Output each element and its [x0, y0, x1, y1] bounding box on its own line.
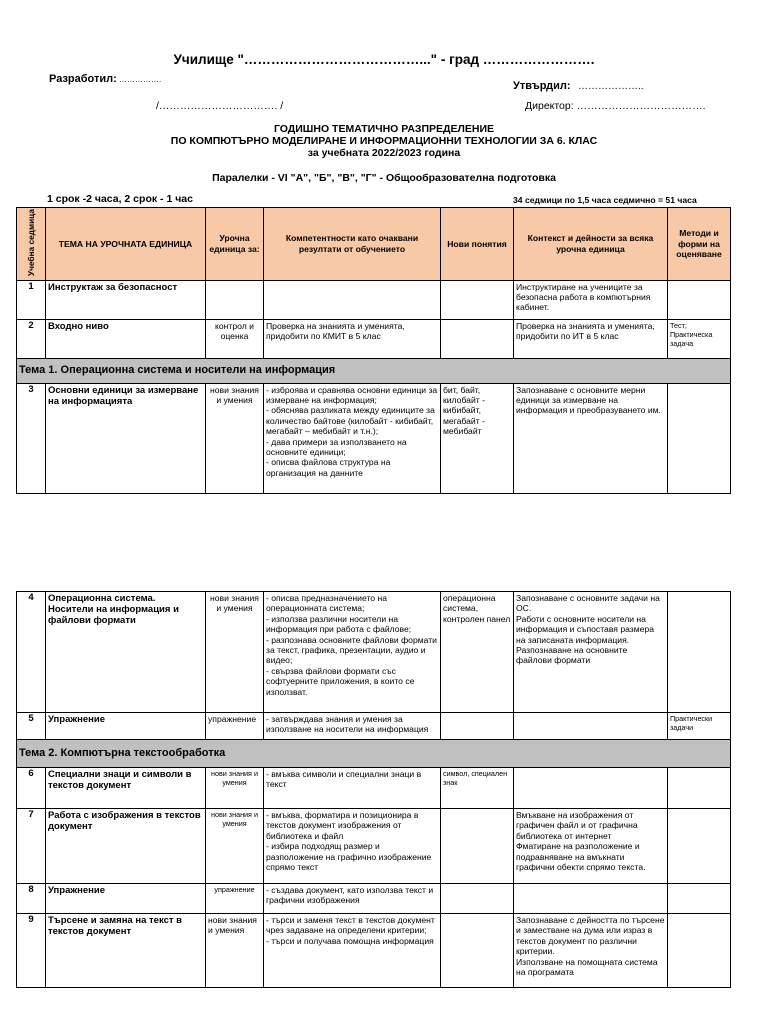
row-number: 5 [17, 713, 46, 740]
approved-label: Утвърдил: [513, 80, 571, 92]
row-title: Инструктаж за безопасност [46, 280, 206, 319]
row-evaluation: Тест; Практическа задача [668, 319, 731, 358]
classes-line: Паралелки - VI "А", "Б", "В", "Г" - Общообразователна подготовка [212, 172, 556, 184]
row-type: нови знания и умения [206, 914, 264, 988]
row-type: контрол и оценка [206, 319, 264, 358]
row-competences: - изброява и сравнява основни единици за измерване на информация; - обяснява разликата между единиците за количество байтове (килобайт - кибибайт, мегабайт – мебибайт и т.н.); - дава примери за използването на основните единици; - описва файлова структура на организация на данните [264, 383, 441, 493]
developer-value: ……………. [119, 75, 162, 84]
row-evaluation [668, 884, 731, 914]
row-number: 8 [17, 884, 46, 914]
table-row [17, 383, 731, 493]
row-context: Запознаване с основните мерни единици за измерване на информация и преобразуването им. [514, 383, 668, 493]
row-context [514, 713, 668, 740]
row-title: Входно ниво [46, 319, 206, 358]
row-context: Запознаване с основните задачи на ОС. Работи с основните носители на информация и съпоставя размера на записаната информация. Разпознаване на основните файлови формати [514, 592, 668, 713]
table-header-row [17, 208, 731, 281]
row-evaluation [668, 809, 731, 884]
row-type [206, 280, 264, 319]
row-number: 2 [17, 319, 46, 358]
weeks-line: 34 седмици по 1,5 часа седмично = 51 часа [513, 195, 697, 205]
table-row [17, 884, 731, 914]
row-terms: бит, байт, килобайт - кибибайт, мегабайт - мебибайт [441, 383, 514, 493]
row-title: Упражнение [46, 713, 206, 740]
document-subject: ПО КОМПЮТЪРНО МОДЕЛИРАНЕ И ИНФОРМАЦИОННИ ТЕХНОЛОГИИ ЗА 6. КЛАС [170, 135, 598, 147]
row-type: нови знания и умения [206, 768, 264, 809]
topic-title: Тема 2. Компютърна текстообработка [17, 740, 731, 768]
row-terms [441, 280, 514, 319]
row-evaluation [668, 768, 731, 809]
developer-signature-line: /……………………………. / [156, 100, 284, 112]
row-title: Специални знаци и символи в текстов документ [46, 768, 206, 809]
table-row [17, 914, 731, 988]
row-context [514, 884, 668, 914]
row-competences: - създава документ, като използва текст и графични изображения [264, 884, 441, 914]
school-line: Училище "…………………………………..." - град ……………………. [173, 52, 595, 67]
schedule-table-part-1 [16, 207, 731, 494]
row-competences: - описва предназначението на операционната система; - използва различни носители на информация при работа с файлове; - разпознава основните файлови формати за текст, графика, презентации, аудио и видео; - свързва файлови формати със софтуерните приложения, в които се използват. [264, 592, 441, 713]
document-title: ГОДИШНО ТЕМАТИЧНО РАЗПРЕДЕЛЕНИЕ [273, 123, 495, 135]
table-row [17, 713, 731, 740]
header-new-terms: Нови понятия [441, 208, 514, 281]
header-competences: Компетентности като очаквани резултати от обучението [264, 208, 441, 281]
topic-title: Тема 1. Операционна система и носители на информация [17, 358, 731, 383]
topic-row [17, 740, 731, 768]
row-evaluation [668, 592, 731, 713]
row-evaluation [668, 280, 731, 319]
director-line: Директор: ………………………………. [525, 100, 706, 112]
row-number: 3 [17, 383, 46, 493]
school-year: за учебната 2022/2023 година [307, 147, 461, 159]
row-context: Проверка на знанията и уменията, придобити по ИТ в 5 клас [514, 319, 668, 358]
row-competences: - вмъква, форматира и позиционира в текстов документ изображения от библиотека и файл - избира подходящ размер и разположение на графично изображение спрямо текст [264, 809, 441, 884]
row-title: Упражнение [46, 884, 206, 914]
row-terms [441, 809, 514, 884]
terms-line: 1 срок -2 часа, 2 срок - 1 час [47, 193, 193, 205]
row-competences [264, 280, 441, 319]
row-title: Работа с изображения в текстов документ [46, 809, 206, 884]
approved-value: ……………….. [578, 81, 644, 92]
header-unit-type: Урочна единица за: [206, 208, 264, 281]
row-competences: - затвърждава знания и умения за използване на носители на информация [264, 713, 441, 740]
row-terms [441, 713, 514, 740]
row-terms: символ, специален знак [441, 768, 514, 809]
row-type: нови знания и умения [206, 383, 264, 493]
table-row [17, 319, 731, 358]
table-row [17, 280, 731, 319]
table-row [17, 809, 731, 884]
row-type: нови знания и умения [206, 809, 264, 884]
row-title: Основни единици за измерване на информацията [46, 383, 206, 493]
row-title: Операционна система. Носители на информация и файлови формати [46, 592, 206, 713]
row-number: 1 [17, 280, 46, 319]
row-title: Търсене и замяна на текст в текстов документ [46, 914, 206, 988]
row-type: упражнение [206, 713, 264, 740]
row-evaluation [668, 914, 731, 988]
row-number: 7 [17, 809, 46, 884]
topic-row [17, 358, 731, 383]
header-week: Учебна седмица [17, 208, 46, 281]
row-competences: - търси и заменя текст в текстов документ чрез задаване на определени критерии; - търси и получава помощна информация [264, 914, 441, 988]
row-competences: - вмъква символи и специални знаци в текст [264, 768, 441, 809]
row-context: Запознаване с дейността по търсене и заместване на дума или израз в текстов документ по различни критерии. Използване на помощната система на програмата [514, 914, 668, 988]
row-evaluation: Практически задачи [668, 713, 731, 740]
row-type: нови знания и умения [206, 592, 264, 713]
table-row [17, 592, 731, 713]
row-context: Инструктиране на учениците за безопасна работа в компютърния кабинет. [514, 280, 668, 319]
row-context: Вмъкване на изображения от графичен файл и от графична библиотека от интернет Фматиране на разположение и подравняване на вмъкнати графични обекти спрямо текста. [514, 809, 668, 884]
row-type: упражнение [206, 884, 264, 914]
row-terms [441, 319, 514, 358]
row-terms: операционна система, контролен панел [441, 592, 514, 713]
row-number: 9 [17, 914, 46, 988]
schedule-table-part-2 [16, 591, 731, 988]
header-evaluation: Методи и форми на оценяване [668, 208, 731, 281]
row-evaluation [668, 383, 731, 493]
header-context: Контекст и дейности за всяка урочна единица [514, 208, 668, 281]
row-context [514, 768, 668, 809]
header-topic: ТЕМА НА УРОЧНАТА ЕДИНИЦА [46, 208, 206, 281]
developer-label: Разработил: [49, 73, 117, 85]
table-row [17, 768, 731, 809]
row-terms [441, 914, 514, 988]
row-competences: Проверка на знанията и уменията, придобити по КМИТ в 5 клас [264, 319, 441, 358]
row-number: 4 [17, 592, 46, 713]
row-number: 6 [17, 768, 46, 809]
row-terms [441, 884, 514, 914]
